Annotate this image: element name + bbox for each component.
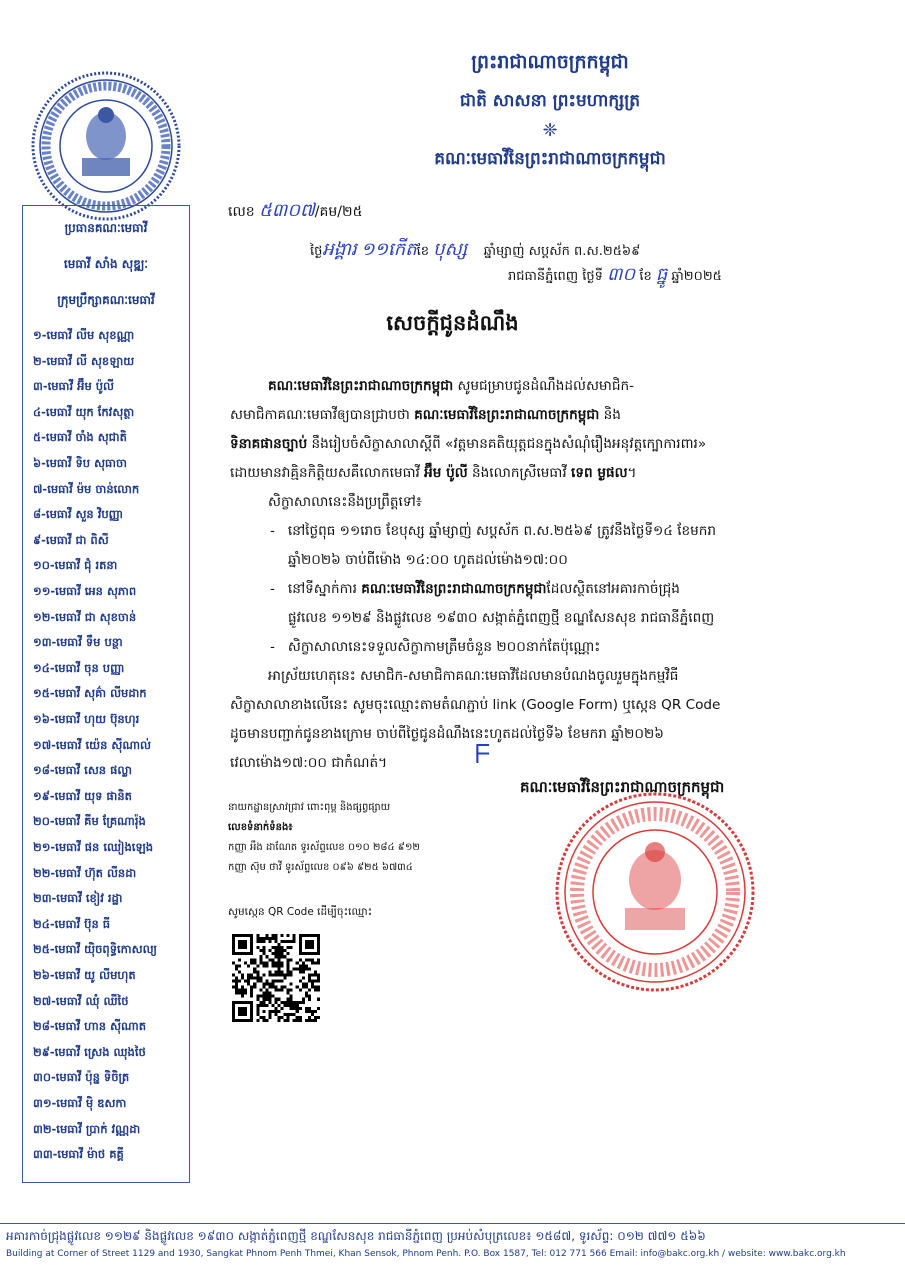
bullet-2: - នៅទីស្នាក់ការ គណៈមេធាវីនៃព្រះរាជាណាចក្រកម្ពុជាដែលស្ថិតនៅអគារកាច់ជ្រុង xyxy=(270,581,680,597)
sidebar-member: ២៤-មេធាវី ប៊ុន ធី xyxy=(33,916,111,931)
sidebar-member: ២៨-មេធាវី ហាន ស៊ីណាត xyxy=(33,1019,147,1034)
sidebar-member: ១៤-មេធាវី ចុន បញ្ញា xyxy=(33,660,125,675)
document-title: សេចក្តីជូនដំណឹង xyxy=(386,311,519,335)
sidebar-member: ១៦-មេធាវី ហុយ ប៊ុនហុរ xyxy=(33,712,140,726)
bullet-3: - សិក្ខាសាលានេះទទួលសិក្ខាកាមត្រឹមចំនួន ២០០នាក់តែប៉ុណ្ណោះ xyxy=(270,639,601,655)
sidebar-member: ៣១-មេធាវី ម៉ិ ឌសកា xyxy=(33,1096,127,1110)
sidebar-heading: ក្រុមប្រឹក្សាគណៈមេធាវី xyxy=(57,293,155,307)
sidebar-member: ១៥-មេធាវី សុគ៌ា លីមដាក xyxy=(33,686,147,701)
handwritten-number: ៥៣០៧ xyxy=(259,200,315,221)
sidebar-member: ៣០-មេធាវី ប៉ុន្ន ទិចិត្រ xyxy=(33,1070,130,1085)
sidebar-member: ២១-មេធាវី ផន ឈៀងឡេង xyxy=(33,840,154,854)
sidebar-member: ១០-មេធាវី ជុំ រតនា xyxy=(33,558,118,573)
sidebar-member: ៣៣-មេធាវី ម៉ាថ គគ្គី xyxy=(33,1147,124,1162)
sidebar-member: ១១-មេធាវី អេន សុភាព xyxy=(33,584,137,598)
sidebar-member: ២-មេធាវី លី សុខឡាយ xyxy=(33,353,135,368)
sidebar-member: ២៦-មេធាវី យូ លីមហុត xyxy=(33,968,136,982)
sidebar-member: ១-មេធាវី លីម សុខណ្ណា xyxy=(33,328,135,342)
department-name: នាយកដ្ឋានស្រាវជ្រាវ ពោះពុម្ព និងផ្សព្វផ្សាយ xyxy=(228,802,391,813)
sidebar-member: ១៩-មេធាវី យុទ ផានិត xyxy=(33,788,132,803)
paragraph-3: អាស្រ័យហេតុនេះ សមាជិក-សមាជិកាគណៈមេធាវីដែលមានបំណងចូលរួមក្នុងកម្មវិធី xyxy=(268,668,679,684)
paragraph-1: គណៈមេធាវីនៃព្រះរាជាណាចក្រកម្ពុជា សូមជម្រាបជូនដំណឹងដល់សមាជិក- សមាជិកាគណៈមេធាវីឲ្យបានជ្រាបថា គណៈមេធាវីនៃព្រះរាជាណាចក្រកម្ពុជា និង ទិនាគផានច្បាប់ នឹងរៀបចំសិក្ខាសាលាស្តីពី «វត្តមានគតិយុត្តជនក្នុងសំណុំរឿងអនុវត្តក្បោការពារ» ដោយមានវាគ្មិនកិត្តិយសគឺលោកមេធាវី អ៊ឹម ប៉ូលី និងលោកស្រីមេធាវី ទេព ម្ងផល។ សិក្ខាសាលានេះនឹងប្រព្រឹត្តទៅ៖ - នៅថ្ងៃពុធ ១១រោច ខែបុស្ស ឆ្នាំម្សាញ់ សប្តស័ក ព.ស.២៥៦៩ ត្រូវនឹងថ្ងៃទី១៤ ខែមករា ឆ្នាំ២០២៦ ចាប់ពីម៉ោង ១៤:០០ ហូតដល់ម៉ោង១៧:០០ - នៅទីស្នាក់ការ គណៈមេធាវីនៃព្រះរាជាណាចក្រកម្ពុជាដែលស្ថិតនៅអគារកាច់ជ្រុង ផ្លូវលេខ ១១២៩ និងផ្លូវលេខ ១៩៣០ សង្កាត់ភ្នំពេញថ្មី ខណ្ឌសែនសុខ រាជធានីភ្នំពេញ - សិក្ខាសាលានេះទទួលសិក្ខាកាមត្រឹមចំនួន ២០០នាក់តែប៉ុណ្ណោះ អាស្រ័យហេតុនេះ សមាជិក-សមាជិកាគណៈមេធាវីដែលមានបំណងចូលរួមក្នុងកម្មវិធី សិក្ខាសាលាខាងលើនេះ សូមចុះឈ្មោះតាមតំណភ្ជាប់ link (Google Form) ឬស្កេន QR Code ដូចមានបញ្ជាក់ជូនខាងក្រោម ចាប់ពីថ្ងៃជូនដំណឹងនេះហូតដល់ថ្ងៃទី៦ ខែមករា ឆ្នាំ២០២៦ វេលាម៉ោង១៧:០០ ជាកំណត់។ xyxy=(230,372,862,778)
signature-title: គណៈមេធាវីនៃព្រះរាជាណាចក្រកម្ពុជា xyxy=(520,778,725,796)
organization-name: គណៈមេធាវីនៃព្រះរាជាណាចក្រកម្ពុជា xyxy=(434,149,666,169)
civil-date: រាជធានីភ្នំពេញ ថ្ងៃទី ៣០ ខែ ធ្នូ ឆ្នាំ២០២៥ xyxy=(508,264,722,285)
sidebar-member: ៥-មេធាវី ចាំង សុជាតិ xyxy=(33,430,127,445)
sidebar-member: ១៣-មេធាវី ទឹម បន្ថា xyxy=(33,635,123,650)
sidebar-member: ៤-មេធាវី យុក កែវសុត្ថា xyxy=(33,404,135,419)
sidebar-member: ២៧-មេធាវី ឈុំ ឈីថៃ xyxy=(33,993,129,1008)
registration-qr-code[interactable] xyxy=(232,934,320,1022)
lunar-date: ថ្ងៃអង្គារ ១១កើតខែ បុស្ស ឆ្នាំម្សាញ់ សប្តស័ក ព.ស.២៥៦៩ xyxy=(310,239,641,260)
sidebar-member: ៨-មេធាវី សួន វិបញ្ញា xyxy=(33,507,124,522)
sidebar-member: ១៧-មេធាវី យ៉េន ស៊ីណាល់ xyxy=(33,737,151,752)
sidebar-member: ២៥-មេធាវី យ៉ិចពុទ្ធិកោសល្យ xyxy=(33,942,157,957)
handwritten-initial: ᖴ xyxy=(475,740,491,770)
paragraph-2: សិក្ខាសាលានេះនឹងប្រព្រឹត្តទៅ៖ xyxy=(268,494,422,510)
kingdom-title: ព្រះរាជាណាចក្រកម្ពុជា xyxy=(471,51,629,73)
sidebar-member: ២៩-មេធាវី ស្រេង ឈុងថៃ xyxy=(33,1044,146,1059)
sidebar-member: ២៣-មេធាវី ខៀវ រដ្ឋា xyxy=(33,891,123,906)
contact-person-1: កញ្ញា អឹង ដាណែត ទូរស័ព្ទលេខ ០១០ ២៨៤ ៩១២ xyxy=(228,842,420,853)
sidebar-member: ២២-មេធាវី ហ៊ុត លីនដា xyxy=(33,865,137,880)
sidebar-member: ៣២-មេធាវី ប្រាក់ វណ្ណដា xyxy=(33,1121,141,1136)
reference-number: លេខ ៥៣០៧/គម/២៥ xyxy=(228,200,363,221)
footer-divider xyxy=(0,1223,905,1224)
sidebar-member: ៦-មេធាវី ទិប សុធាចា xyxy=(33,456,127,470)
nation-motto: ជាតិ សាសនា ព្រះមហាក្សត្រ xyxy=(459,91,641,111)
sidebar-heading: មេធាវី សាំង សុឌ្ឍៈ xyxy=(63,257,149,271)
contact-person-2: កញ្ញា ស៊ុម ថាវី ទូរស័ព្ទលេខ ០៩៦ ៩២៥ ៦៧៣៤ xyxy=(228,862,413,873)
bullet-1: - នៅថ្ងៃពុធ ១១រោច ខែបុស្ស ឆ្នាំម្សាញ់ សប្តស័ក ព.ស.២៥៦៩ ត្រូវនឹងថ្ងៃទី១៤ ខែមករា xyxy=(270,523,717,539)
ornament-icon: ❈ xyxy=(542,120,558,141)
footer-address-english: Building at Corner of Street 1129 and 1930, Sangkat Phnom Penh Thmei, Khan Sensok, Phnom Penh. P.O. Box 1587, Tel: 012 771 566 Email: info@bakc.org.kh / website: www.bakc.org.kh xyxy=(6,1249,846,1259)
sidebar-member: ៩-មេធាវី ជា ពិសី xyxy=(33,532,109,547)
sidebar-heading: ប្រធានគណៈមេធាវី xyxy=(64,221,148,235)
footer-address-khmer: អគារកាច់ជ្រុងផ្លូវលេខ ១១២៩ និងផ្លូវលេខ ១៩៣០ សង្កាត់ភ្នំពេញថ្មី ខណ្ឌសែនសុខ រាជធានីភ្នំពេញ ប្រអប់សំបុត្រលេខ៖ ១៥៨៧, ទូរស័ព្ទ: ០១២ ៧៧១ ៥៦៦ xyxy=(6,1229,706,1243)
bar-association-seal-blue xyxy=(30,70,182,222)
official-red-seal xyxy=(553,790,758,995)
sidebar-member: ២០-មេធាវី គីម គ្រែណារ៉ុង xyxy=(33,814,146,829)
qr-instruction: សូមស្កេន QR Code ដើម្បីចុះឈ្មោះ xyxy=(228,906,373,918)
sidebar-member: ១២-មេធាវី ជា សុខចាន់ xyxy=(33,609,137,624)
board-members-sidebar xyxy=(22,205,190,1183)
sidebar-member: ៣-មេធាវី អ៊ឹម ប៉ូលី xyxy=(33,379,115,394)
contact-label: លេខទំនាក់ទំនង៖ xyxy=(228,822,293,833)
sidebar-member: ១៨-មេធាវី សេន ផល្លា xyxy=(33,763,132,778)
sidebar-member: ៧-មេធាវី ម៉ម ចាន់លោក xyxy=(33,481,140,496)
